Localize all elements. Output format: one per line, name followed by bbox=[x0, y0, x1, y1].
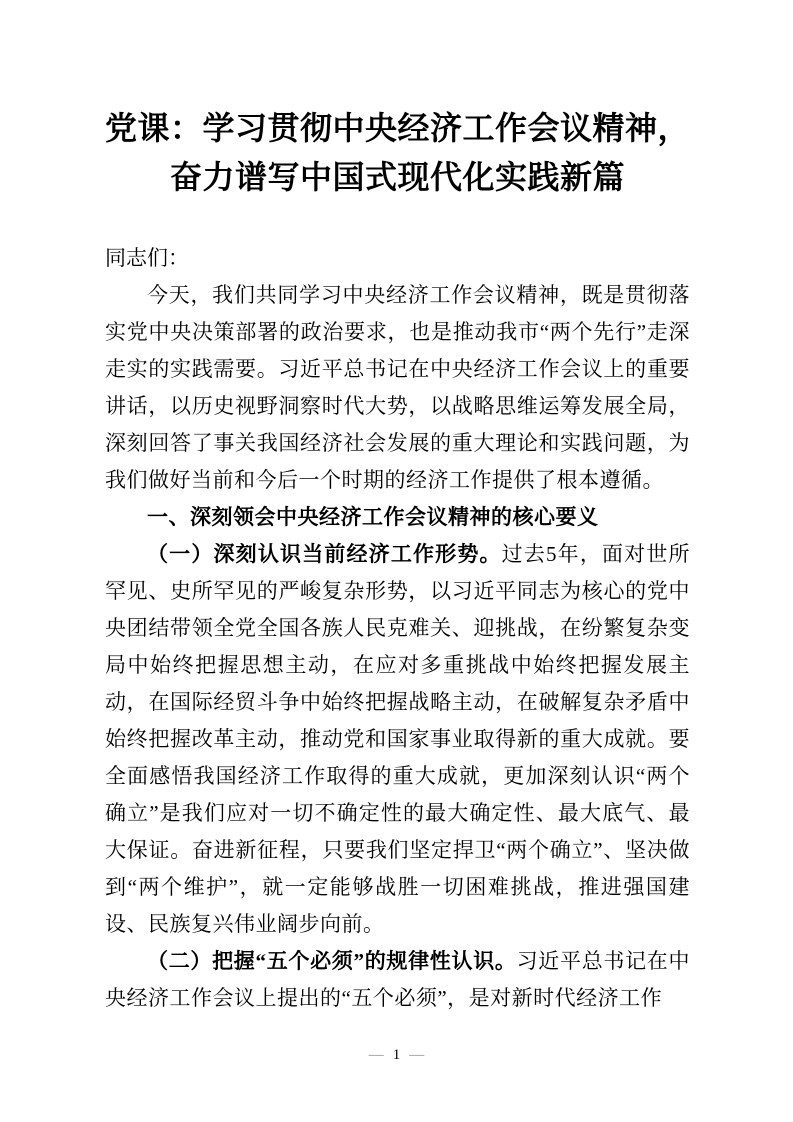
page-number: 1 bbox=[392, 1047, 401, 1063]
document-title-line1: 党课：学习贯彻中央经济工作会议精神， bbox=[105, 110, 691, 146]
document-title bbox=[105, 104, 690, 202]
salutation: 同志们： bbox=[105, 246, 189, 270]
document-title-line2: 奋力谱写中国式现代化实践新篇 bbox=[169, 159, 625, 195]
page-footer bbox=[0, 1046, 793, 1064]
section-1-heading: 一、深刻领会中央经济工作会议精神的核心要义 bbox=[147, 506, 599, 529]
footer-dash-left: — bbox=[368, 1047, 384, 1063]
subsection-2-body: 习近平总书记在中央经济工作会议上提出的“五个必须”，是对新时代经济工作 bbox=[105, 949, 691, 1010]
footer-dash-right: — bbox=[409, 1047, 425, 1063]
subsection-1-body: 过去5年，面对世所罕见、史所罕见的严峻复杂形势，以习近平同志为核心的党中央团结带领全党全国各族人民克难关、迎挑战，在纷繁复杂变局中始终把握思想主动，在应对多重挑战中始终把握发展主动，在国际经贸斗争中始终把握战略主动，在破解复杂矛盾中始终把握改革主动，推动党和国家事业取得新的重大成就。要全面感悟我国经济工作取得的重大成就，更加深刻认识“两个确立”是我们应对一切不确定性的最大确定性、最大底气、最大保证。奋进新征程，只要我们坚定捍卫“两个确立”、坚决做到“两个维护”，就一定能够战胜一切困难挑战，推进强国建设、民族复兴伟业阔步向前。 bbox=[105, 542, 691, 936]
subsection-1-lead: （一）深刻认识当前经济工作形势。 bbox=[147, 542, 502, 566]
subsection-2-lead: （二）把握“五个必须”的规律性认识。 bbox=[147, 949, 517, 973]
subsection-2-paragraph bbox=[105, 943, 690, 1017]
subsection-1-paragraph bbox=[105, 536, 690, 943]
intro-paragraph: 今天，我们共同学习中央经济工作会议精神，既是贯彻落实党中央决策部署的政治要求，也是推动我市“两个先行”走深走实的实践需要。习近平总书记在中央经济工作会议上的重要讲话，以历史视野洞察时代大势，以战略思维运筹发展全局，深刻回答了事关我国经济社会发展的重大理论和实践问题，为我们做好当前和今后一个时期的经济工作提供了根本遵循。 bbox=[105, 283, 690, 492]
